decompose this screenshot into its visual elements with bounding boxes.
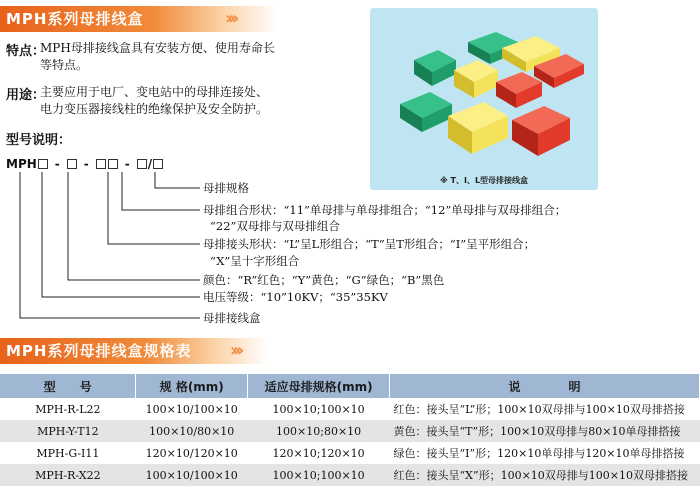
table-row: [0, 464, 700, 486]
table-row: [0, 442, 700, 464]
photo-caption: ※ T、I、L型母排接线盒: [439, 176, 529, 185]
banner-title: MPH系列母排线盒规格表: [6, 342, 192, 360]
cell-description: 红色：接头呈“X”形；100×10双母排与100×10双母排搭接: [390, 464, 700, 486]
model-slash: /: [147, 157, 153, 171]
features-line-1: MPH母排接线盒具有安装方便、使用寿命长: [40, 41, 275, 55]
model-dash: -: [54, 157, 60, 171]
desc-combination-shape: 母排组合形状：“11”单母排与单母排组合；“12”单母排与双母排组合；: [203, 203, 567, 217]
cell-model: MPH-R-X22: [0, 464, 136, 486]
red-box-bottom: [512, 106, 570, 156]
cell-model: MPH-G-I11: [0, 442, 136, 464]
usage-label: 用途：: [6, 88, 46, 103]
features-line-2: 等特点。: [40, 58, 89, 72]
features-label: 特点：: [6, 44, 46, 59]
model-description-label: 型号说明：: [6, 133, 72, 148]
cell-description: 绿色：接头呈“I”形；120×10单母排与120×10单母排搭接: [390, 442, 700, 464]
table-row: [0, 420, 700, 442]
usage-line-2: 电力变压器接线柱的绝缘保护及安全防护。: [40, 102, 269, 116]
green-box-left: [414, 50, 456, 86]
header-model: 型 号: [0, 374, 136, 398]
usage-line-1: 主要应用于电厂、变电站中的母排连接处、: [40, 85, 269, 99]
table-header-row: [0, 374, 700, 398]
yellow-box-mid: [454, 60, 498, 98]
chevron-decoration-icon: ›››: [225, 8, 236, 29]
desc-voltage-level: 电压等级：“10”10KV；“35”35KV: [203, 290, 388, 304]
desc-busbar-spec: 母排规格: [203, 181, 249, 195]
cell-description: 红色：接头呈“L”形；100×10双母排与100×10双母排搭接: [390, 398, 700, 420]
product-photo: [370, 8, 598, 190]
cell-spec: 120×10/120×10: [136, 442, 248, 464]
header-description: 说 明: [390, 374, 700, 398]
cell-spec: 100×10/100×10: [136, 398, 248, 420]
desc-color: 颜色：“R”红色；“Y”黄色；“G”绿色；“B”黑色: [203, 273, 445, 287]
green-box-bottom: [400, 92, 452, 132]
cell-busbar-spec: 100×10;80×10: [248, 420, 390, 442]
cell-description: 黄色：接头呈“T”形；100×10双母排与80×10单母排搭接: [390, 420, 700, 442]
busbar-boxes-illustration: [370, 8, 598, 190]
cell-busbar-spec: 100×10;100×10: [248, 398, 390, 420]
banner-title: MPH系列母排线盒: [6, 10, 144, 28]
chevron-decoration-icon: ›››: [230, 340, 241, 361]
header-spec: 规 格(mm): [136, 374, 248, 398]
cell-spec: 100×10/100×10: [136, 464, 248, 486]
spec-table: [0, 374, 700, 486]
cell-busbar-spec: 100×10;100×10: [248, 464, 390, 486]
red-box-mid: [496, 72, 542, 108]
cell-model: MPH-R-L22: [0, 398, 136, 420]
desc-joint-shape: 母排接头形状：“L”呈L形组合；“T”呈T形组合；“I”呈平形组合；: [203, 237, 536, 251]
desc-joint-shape-cont: “X”呈十字形组合: [210, 254, 300, 268]
section-banner-spec-table: [0, 338, 268, 364]
table-row: [0, 398, 700, 420]
cell-spec: 100×10/80×10: [136, 420, 248, 442]
yellow-box-bottom: [448, 102, 508, 154]
cell-model: MPH-Y-T12: [0, 420, 136, 442]
cell-busbar-spec: 120×10;120×10: [248, 442, 390, 464]
model-prefix: MPH: [6, 157, 37, 171]
desc-busbar-box: 母排接线盒: [203, 311, 261, 325]
model-dash: -: [124, 157, 130, 171]
header-busbar-spec: 适应母排规格(mm): [248, 374, 390, 398]
desc-combination-shape-cont: “22”双母排与双母排组合: [210, 219, 340, 233]
model-dash: -: [83, 157, 89, 171]
